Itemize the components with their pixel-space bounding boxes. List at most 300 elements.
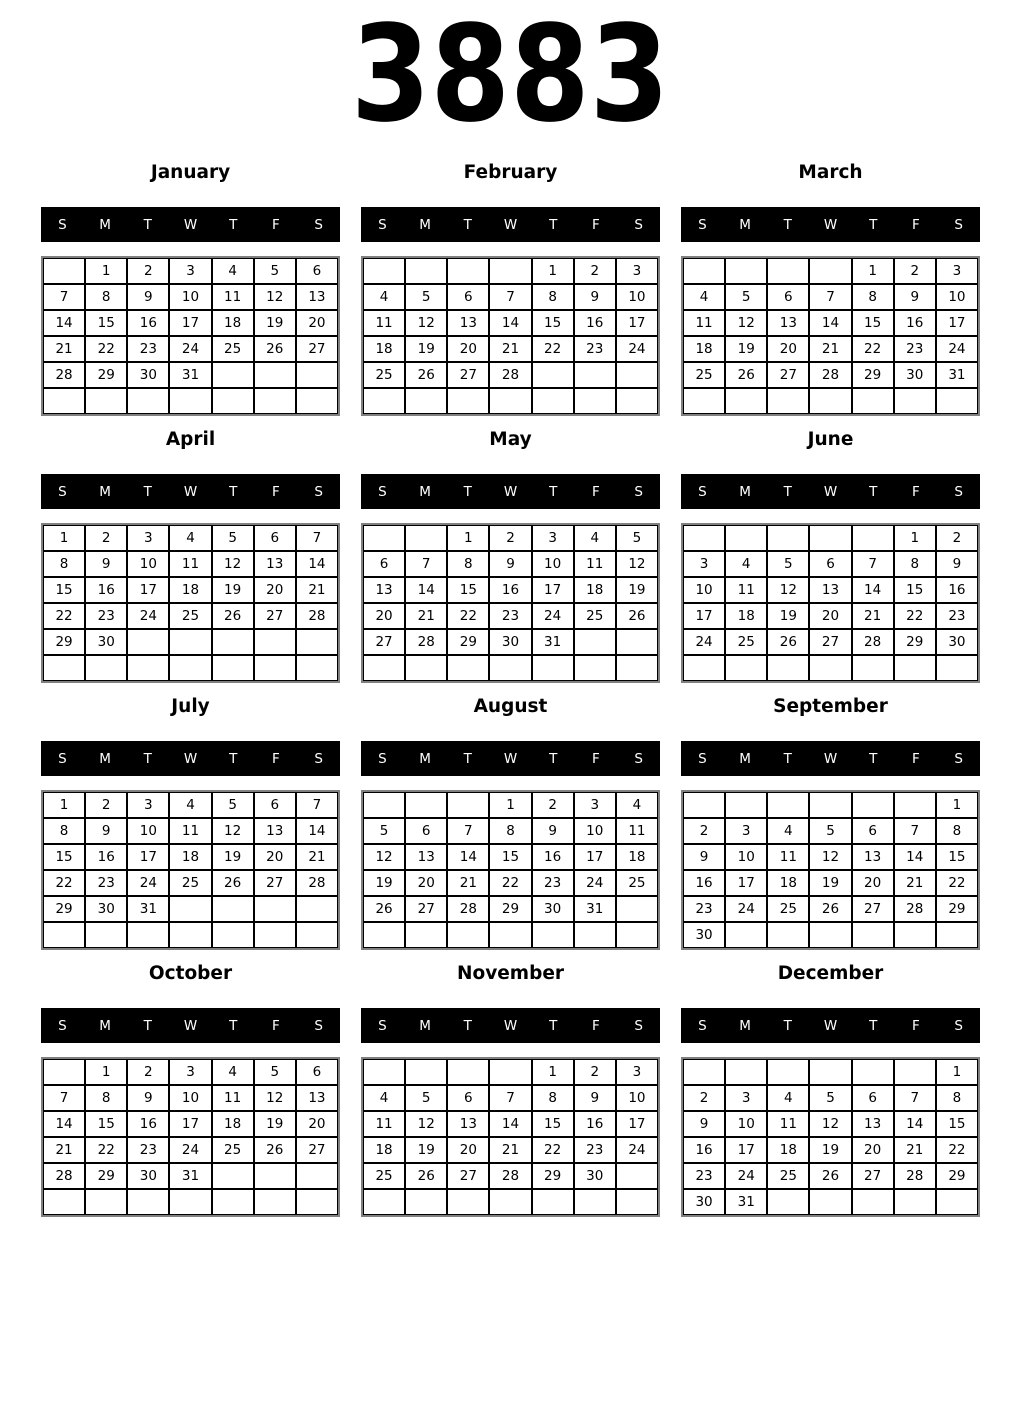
month-block <box>681 696 980 950</box>
months-grid <box>0 150 1020 1217</box>
day-cell: 13 <box>447 1111 489 1137</box>
day-cell: 5 <box>254 1059 296 1085</box>
day-cell: 17 <box>616 1111 658 1137</box>
day-cell: 7 <box>894 1085 936 1111</box>
day-cell: 16 <box>574 310 616 336</box>
week-row <box>43 1137 338 1163</box>
day-cell: 19 <box>809 870 851 896</box>
day-cell: 8 <box>936 818 978 844</box>
day-cell: 21 <box>43 336 85 362</box>
day-cell: 3 <box>616 258 658 284</box>
week-row <box>43 870 338 896</box>
empty-day-cell <box>169 896 211 922</box>
day-cell: 20 <box>254 577 296 603</box>
week-row <box>363 870 658 896</box>
day-cell: 21 <box>405 603 447 629</box>
empty-day-cell <box>405 1189 447 1215</box>
week-row <box>683 655 978 681</box>
day-cell: 26 <box>212 870 254 896</box>
empty-day-cell <box>127 1189 169 1215</box>
day-cell: 17 <box>127 844 169 870</box>
day-cell: 19 <box>405 1137 447 1163</box>
day-cell: 4 <box>212 258 254 284</box>
day-cell: 27 <box>296 1137 338 1163</box>
empty-day-cell <box>405 922 447 948</box>
day-cell: 5 <box>616 525 658 551</box>
month-block <box>681 963 980 1217</box>
month-day-grid <box>681 1057 980 1217</box>
day-cell: 8 <box>532 284 574 310</box>
day-cell: 29 <box>43 896 85 922</box>
day-cell: 23 <box>85 870 127 896</box>
day-cell: 19 <box>254 310 296 336</box>
empty-day-cell <box>489 1059 531 1085</box>
day-cell: 8 <box>936 1085 978 1111</box>
empty-day-cell <box>532 1189 574 1215</box>
day-grid-body <box>683 525 978 681</box>
day-cell: 24 <box>936 336 978 362</box>
day-cell: 10 <box>169 1085 211 1111</box>
weekday-label: S <box>634 1017 643 1034</box>
day-cell: 31 <box>169 362 211 388</box>
day-cell: 6 <box>405 818 447 844</box>
empty-day-cell <box>43 1059 85 1085</box>
empty-day-cell <box>809 792 851 818</box>
empty-day-cell <box>809 1189 851 1215</box>
day-cell: 12 <box>725 310 767 336</box>
empty-day-cell <box>43 1189 85 1215</box>
week-row <box>43 258 338 284</box>
empty-day-cell <box>85 922 127 948</box>
day-cell: 18 <box>767 870 809 896</box>
weekday-label: T <box>229 750 238 767</box>
day-cell: 9 <box>683 844 725 870</box>
empty-day-cell <box>616 1163 658 1189</box>
day-cell: 4 <box>169 525 211 551</box>
day-cell: 16 <box>85 844 127 870</box>
day-cell: 15 <box>85 310 127 336</box>
day-cell: 16 <box>574 1111 616 1137</box>
day-cell: 28 <box>489 362 531 388</box>
day-cell: 8 <box>447 551 489 577</box>
day-cell: 5 <box>767 551 809 577</box>
day-cell: 13 <box>254 818 296 844</box>
weekday-label: M <box>99 750 111 767</box>
week-row <box>43 844 338 870</box>
day-cell: 27 <box>809 629 851 655</box>
empty-day-cell <box>767 525 809 551</box>
day-cell: 10 <box>574 818 616 844</box>
day-cell: 31 <box>936 362 978 388</box>
day-cell: 27 <box>852 896 894 922</box>
day-cell: 14 <box>447 844 489 870</box>
day-cell: 15 <box>85 1111 127 1137</box>
empty-day-cell <box>363 258 405 284</box>
empty-day-cell <box>363 1189 405 1215</box>
empty-day-cell <box>405 388 447 414</box>
day-cell: 29 <box>447 629 489 655</box>
weekday-label: S <box>634 216 643 233</box>
weekday-label: T <box>549 1017 558 1034</box>
day-cell: 23 <box>936 603 978 629</box>
day-cell: 17 <box>574 844 616 870</box>
weekday-label: F <box>592 1017 600 1034</box>
day-cell: 7 <box>489 284 531 310</box>
empty-day-cell <box>212 655 254 681</box>
week-row <box>683 1111 978 1137</box>
weekday-label: W <box>503 483 518 500</box>
day-cell: 8 <box>532 1085 574 1111</box>
day-cell: 17 <box>725 1137 767 1163</box>
empty-day-cell <box>127 655 169 681</box>
day-cell: 8 <box>489 818 531 844</box>
day-cell: 30 <box>127 362 169 388</box>
empty-day-cell <box>809 922 851 948</box>
empty-day-cell <box>574 388 616 414</box>
day-cell: 18 <box>169 577 211 603</box>
empty-day-cell <box>447 655 489 681</box>
month-title: August <box>473 696 548 717</box>
day-cell: 22 <box>936 870 978 896</box>
empty-day-cell <box>254 655 296 681</box>
day-cell: 28 <box>489 1163 531 1189</box>
day-cell: 20 <box>447 336 489 362</box>
weekday-label: S <box>314 483 323 500</box>
day-grid-body <box>43 792 338 948</box>
weekday-label: T <box>463 1017 472 1034</box>
empty-day-cell <box>296 655 338 681</box>
day-cell: 11 <box>683 310 725 336</box>
week-row <box>43 629 338 655</box>
day-cell: 4 <box>363 1085 405 1111</box>
day-cell: 1 <box>936 792 978 818</box>
week-row <box>43 577 338 603</box>
day-cell: 1 <box>936 1059 978 1085</box>
day-cell: 28 <box>894 1163 936 1189</box>
month-day-grid <box>361 256 660 416</box>
day-cell: 30 <box>532 896 574 922</box>
day-cell: 31 <box>127 896 169 922</box>
empty-day-cell <box>85 655 127 681</box>
empty-day-cell <box>616 1189 658 1215</box>
empty-day-cell <box>767 922 809 948</box>
month-block <box>41 963 340 1217</box>
day-cell: 6 <box>296 1059 338 1085</box>
empty-day-cell <box>363 922 405 948</box>
month-day-grid <box>41 790 340 950</box>
day-cell: 7 <box>852 551 894 577</box>
day-cell: 3 <box>169 258 211 284</box>
empty-day-cell <box>447 388 489 414</box>
weekday-label: S <box>698 483 707 500</box>
empty-day-cell <box>936 655 978 681</box>
week-row <box>683 284 978 310</box>
weekday-label: M <box>99 483 111 500</box>
empty-day-cell <box>894 792 936 818</box>
empty-day-cell <box>254 629 296 655</box>
day-cell: 28 <box>852 629 894 655</box>
week-row <box>43 1111 338 1137</box>
empty-day-cell <box>616 922 658 948</box>
day-cell: 11 <box>767 1111 809 1137</box>
day-cell: 13 <box>767 310 809 336</box>
week-row <box>43 792 338 818</box>
day-cell: 30 <box>85 896 127 922</box>
weekday-label: T <box>783 1017 792 1034</box>
day-cell: 18 <box>725 603 767 629</box>
day-cell: 26 <box>405 362 447 388</box>
day-cell: 10 <box>936 284 978 310</box>
day-cell: 11 <box>616 818 658 844</box>
weekday-label: T <box>463 216 472 233</box>
day-cell: 6 <box>447 284 489 310</box>
month-title: April <box>165 429 216 450</box>
day-grid-body <box>43 525 338 681</box>
day-cell: 10 <box>127 551 169 577</box>
weekday-header-row <box>681 1008 980 1043</box>
empty-day-cell <box>43 922 85 948</box>
day-cell: 8 <box>85 284 127 310</box>
day-cell: 24 <box>532 603 574 629</box>
day-cell: 20 <box>447 1137 489 1163</box>
day-cell: 8 <box>852 284 894 310</box>
month-day-grid <box>41 256 340 416</box>
day-cell: 1 <box>85 1059 127 1085</box>
day-cell: 9 <box>85 818 127 844</box>
day-cell: 14 <box>489 1111 531 1137</box>
empty-day-cell <box>574 629 616 655</box>
day-cell: 25 <box>363 362 405 388</box>
day-cell: 17 <box>127 577 169 603</box>
day-cell: 14 <box>296 818 338 844</box>
empty-day-cell <box>363 388 405 414</box>
year-title: 3883 <box>350 0 670 152</box>
day-cell: 25 <box>616 870 658 896</box>
day-cell: 18 <box>212 1111 254 1137</box>
day-cell: 25 <box>212 336 254 362</box>
day-cell: 14 <box>809 310 851 336</box>
day-cell: 12 <box>212 551 254 577</box>
month-title: December <box>777 963 884 984</box>
day-cell: 26 <box>363 896 405 922</box>
week-row <box>683 1163 978 1189</box>
weekday-label: S <box>314 1017 323 1034</box>
day-cell: 7 <box>296 525 338 551</box>
week-row <box>683 1085 978 1111</box>
weekday-label: T <box>143 1017 152 1034</box>
day-cell: 24 <box>127 603 169 629</box>
week-row <box>363 551 658 577</box>
weekday-label: S <box>954 750 963 767</box>
weekday-label: W <box>823 1017 838 1034</box>
day-cell: 26 <box>809 1163 851 1189</box>
empty-day-cell <box>212 362 254 388</box>
day-cell: 27 <box>254 603 296 629</box>
day-cell: 4 <box>169 792 211 818</box>
empty-day-cell <box>405 258 447 284</box>
day-cell: 27 <box>447 1163 489 1189</box>
day-cell: 1 <box>532 258 574 284</box>
empty-day-cell <box>85 388 127 414</box>
empty-day-cell <box>489 655 531 681</box>
weekday-label: M <box>739 483 751 500</box>
day-grid-body <box>683 258 978 414</box>
day-cell: 13 <box>296 284 338 310</box>
day-cell: 28 <box>296 870 338 896</box>
day-cell: 21 <box>296 844 338 870</box>
day-cell: 21 <box>894 870 936 896</box>
weekday-label: S <box>954 1017 963 1034</box>
day-cell: 27 <box>405 896 447 922</box>
weekday-label: S <box>314 216 323 233</box>
empty-day-cell <box>725 1059 767 1085</box>
year-title-wrap <box>0 0 1020 150</box>
day-cell: 24 <box>616 336 658 362</box>
day-cell: 1 <box>43 525 85 551</box>
empty-day-cell <box>725 388 767 414</box>
week-row <box>683 603 978 629</box>
day-cell: 2 <box>683 818 725 844</box>
day-cell: 20 <box>767 336 809 362</box>
empty-day-cell <box>363 1059 405 1085</box>
week-row <box>363 388 658 414</box>
week-row <box>43 1189 338 1215</box>
week-row <box>683 388 978 414</box>
empty-day-cell <box>254 922 296 948</box>
day-cell: 15 <box>894 577 936 603</box>
empty-day-cell <box>489 258 531 284</box>
month-title: November <box>457 963 564 984</box>
day-cell: 28 <box>447 896 489 922</box>
day-cell: 9 <box>683 1111 725 1137</box>
day-cell: 20 <box>254 844 296 870</box>
weekday-label: S <box>58 750 67 767</box>
day-cell: 13 <box>254 551 296 577</box>
day-cell: 18 <box>169 844 211 870</box>
day-cell: 9 <box>85 551 127 577</box>
day-cell: 8 <box>43 818 85 844</box>
day-cell: 8 <box>894 551 936 577</box>
month-day-grid <box>681 790 980 950</box>
week-row <box>683 629 978 655</box>
day-cell: 20 <box>809 603 851 629</box>
day-cell: 16 <box>85 577 127 603</box>
week-row <box>363 362 658 388</box>
week-row <box>363 1163 658 1189</box>
empty-day-cell <box>532 655 574 681</box>
weekday-label: S <box>58 1017 67 1034</box>
day-cell: 15 <box>489 844 531 870</box>
day-cell: 14 <box>894 844 936 870</box>
weekday-label: T <box>783 483 792 500</box>
day-cell: 29 <box>936 1163 978 1189</box>
day-cell: 17 <box>683 603 725 629</box>
day-cell: 19 <box>767 603 809 629</box>
month-title: May <box>489 429 532 450</box>
weekday-label: T <box>783 750 792 767</box>
day-cell: 20 <box>296 310 338 336</box>
weekday-label: F <box>272 216 280 233</box>
day-cell: 3 <box>127 525 169 551</box>
day-cell: 5 <box>212 792 254 818</box>
empty-day-cell <box>405 525 447 551</box>
day-cell: 22 <box>85 336 127 362</box>
day-cell: 12 <box>405 1111 447 1137</box>
day-grid-body <box>683 1059 978 1215</box>
week-row <box>363 336 658 362</box>
empty-day-cell <box>767 388 809 414</box>
weekday-label: T <box>869 483 878 500</box>
day-cell: 2 <box>683 1085 725 1111</box>
empty-day-cell <box>894 388 936 414</box>
day-cell: 23 <box>683 896 725 922</box>
day-cell: 21 <box>809 336 851 362</box>
day-cell: 4 <box>363 284 405 310</box>
empty-day-cell <box>169 1189 211 1215</box>
day-cell: 10 <box>127 818 169 844</box>
week-row <box>43 284 338 310</box>
day-cell: 3 <box>532 525 574 551</box>
weekday-label: T <box>549 483 558 500</box>
month-day-grid <box>681 523 980 683</box>
day-cell: 19 <box>616 577 658 603</box>
empty-day-cell <box>894 655 936 681</box>
day-cell: 15 <box>532 310 574 336</box>
month-block <box>41 162 340 416</box>
day-cell: 3 <box>683 551 725 577</box>
empty-day-cell <box>447 792 489 818</box>
day-cell: 9 <box>574 284 616 310</box>
empty-day-cell <box>809 388 851 414</box>
empty-day-cell <box>296 388 338 414</box>
week-row <box>43 655 338 681</box>
week-row <box>363 525 658 551</box>
empty-day-cell <box>532 922 574 948</box>
day-cell: 30 <box>936 629 978 655</box>
day-cell: 1 <box>894 525 936 551</box>
empty-day-cell <box>852 525 894 551</box>
weekday-header-row <box>41 474 340 509</box>
day-cell: 25 <box>767 1163 809 1189</box>
day-cell: 24 <box>616 1137 658 1163</box>
empty-day-cell <box>447 1059 489 1085</box>
day-cell: 8 <box>85 1085 127 1111</box>
day-cell: 15 <box>936 844 978 870</box>
day-cell: 23 <box>574 336 616 362</box>
empty-day-cell <box>254 1163 296 1189</box>
empty-day-cell <box>683 388 725 414</box>
day-cell: 28 <box>296 603 338 629</box>
empty-day-cell <box>447 258 489 284</box>
week-row <box>363 258 658 284</box>
week-row <box>363 310 658 336</box>
weekday-label: T <box>869 216 878 233</box>
day-cell: 6 <box>447 1085 489 1111</box>
week-row <box>43 551 338 577</box>
day-cell: 1 <box>852 258 894 284</box>
day-cell: 3 <box>725 818 767 844</box>
empty-day-cell <box>127 922 169 948</box>
day-cell: 12 <box>405 310 447 336</box>
day-cell: 27 <box>447 362 489 388</box>
day-cell: 1 <box>532 1059 574 1085</box>
week-row <box>683 922 978 948</box>
day-cell: 29 <box>85 1163 127 1189</box>
weekday-label: T <box>869 1017 878 1034</box>
weekday-label: T <box>463 483 472 500</box>
empty-day-cell <box>852 792 894 818</box>
empty-day-cell <box>809 258 851 284</box>
